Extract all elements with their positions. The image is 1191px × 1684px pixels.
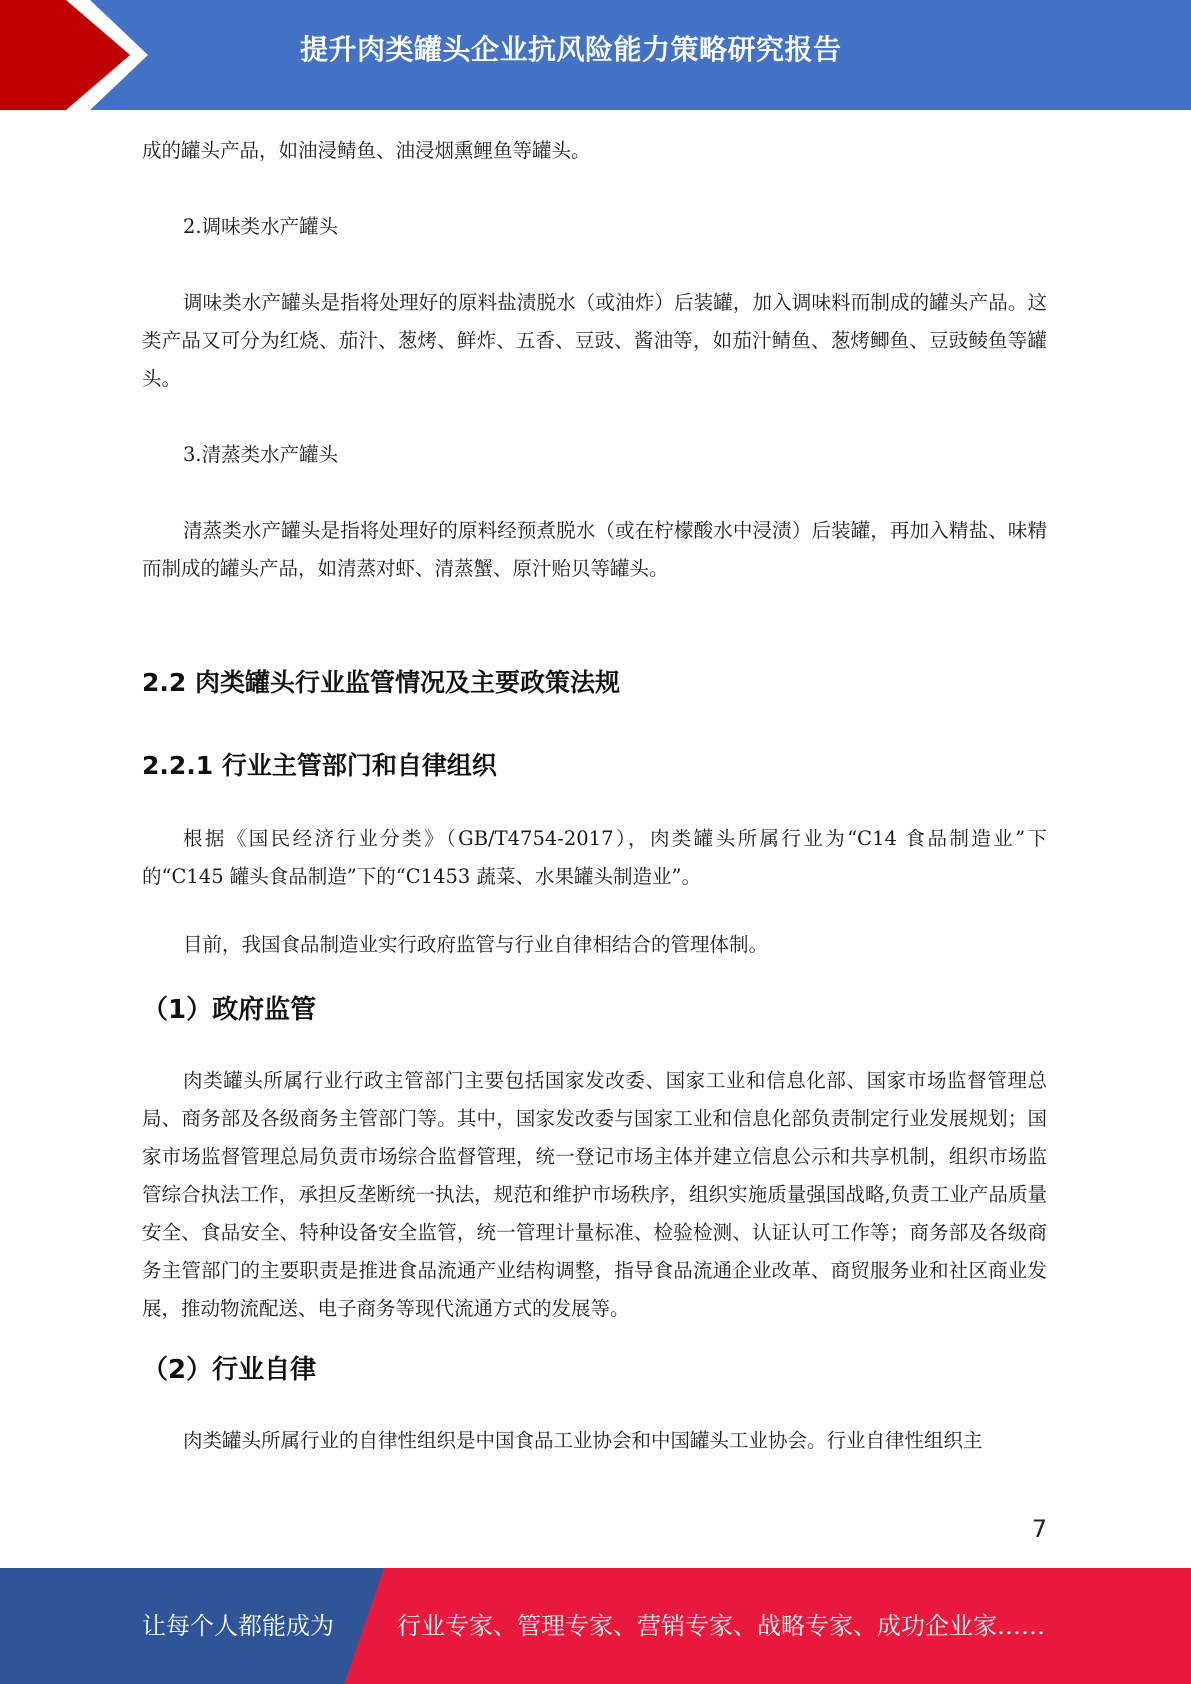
paragraph-seasoned-canned: 调味类水产罐头是指将处理好的原料盐渍脱水（或油炸）后装罐，加入调味料而制成的罐头产品。这类产品又可分为红烧、茄汁、葱烤、鲜炸、五香、豆豉、酱油等，如茄汁鲭鱼、葱烤鲫鱼、豆豉鲮鱼等罐头。 [142, 291, 1047, 390]
header-title: 提升肉类罐头企业抗风险能力策略研究报告 [300, 33, 842, 66]
document-body [142, 132, 1047, 1460]
paragraph-government-supervision: 肉类罐头所属行业行政主管部门主要包括国家发改委、国家工业和信息化部、国家市场监督管理总局、商务部及各级商务主管部门等。其中，国家发改委与国家工业和信息化部负责制定行业发展规划；国家市场监督管理总局负责市场综合监督管理，统一登记市场主体并建立信息公示和共享机制，组织市场监管综合执法工作，承担反垄断统一执法，规范和维护市场秩序，组织实施质量强国战略,负责工业产品质量安全、食品安全、特种设备安全监管，统一管理计量标准、检验检测、认证认可工作等；商务部及各级商务主管部门的主要职责是推进食品流通产业结构调整，指导食品流通企业改革、商贸服务业和社区商业发展，推动物流配送、电子商务等现代流通方式的发展等。 [142, 1069, 1047, 1320]
paragraph-self-regulation: 肉类罐头所属行业的自律性组织是中国食品工业协会和中国罐头工业协会。行业自律性组织主 [183, 1429, 983, 1452]
section-heading-2-2: 2.2 肉类罐头行业监管情况及主要政策法规 [142, 668, 620, 697]
paragraph-continuation: 成的罐头产品，如油浸鲭鱼、油浸烟熏鲤鱼等罐头。 [142, 139, 591, 162]
subsection-government-supervision: （1）政府监管 [142, 995, 317, 1025]
list-item-title-3: 3.清蒸类水产罐头 [183, 443, 339, 466]
paragraph-industry-classification: 根据《国民经济行业分类》（GB/T4754-2017），肉类罐头所属行业为“C14 食品制造业”下的“C145 罐头食品制造”下的“C1453 蔬菜、水果罐头制造业”。 [142, 827, 1047, 888]
list-item-title-2: 2.调味类水产罐头 [183, 215, 339, 238]
page-footer-banner [0, 1568, 1191, 1684]
paragraph-steamed-canned: 清蒸类水产罐头是指将处理好的原料经预煮脱水（或在柠檬酸水中浸渍）后装罐，再加入精盐、味精而制成的罐头产品，如清蒸对虾、清蒸蟹、原汁贻贝等罐头。 [142, 519, 1047, 580]
page-number: 7 [1031, 1515, 1047, 1543]
subsection-industry-self-regulation: （2）行业自律 [142, 1355, 317, 1385]
footer-slogan-right: 行业专家、管理专家、营销专家、战略专家、成功企业家…… [397, 1612, 1045, 1640]
section-heading-2-2-1: 2.2.1 行业主管部门和自律组织 [142, 751, 497, 780]
footer-slogan-left: 让每个人都能成为 [142, 1612, 334, 1640]
paragraph-management-system: 目前，我国食品制造业实行政府监管与行业自律相结合的管理体制。 [183, 933, 769, 956]
page-header-banner [0, 0, 1191, 111]
